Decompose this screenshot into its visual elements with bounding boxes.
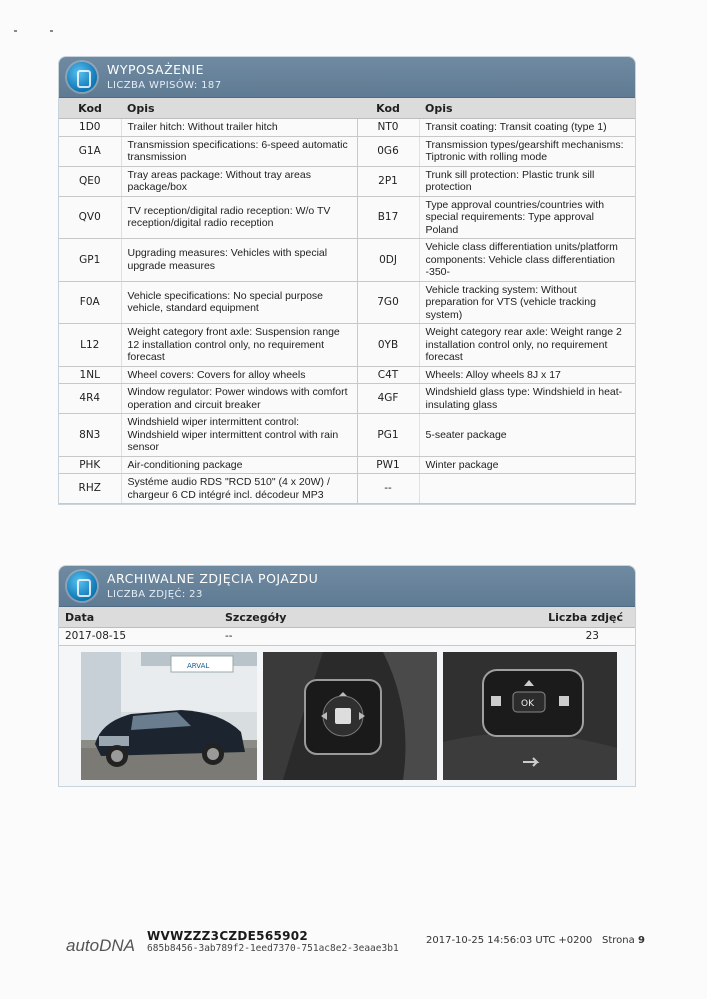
description-cell: Windshield glass type: Windshield in heat-insulating glass bbox=[419, 384, 635, 414]
report-date: 2017-10-25 14:56:03 UTC +0200 bbox=[426, 935, 593, 946]
description-cell: 5-seater package bbox=[419, 414, 635, 457]
description-cell: Systéme audio RDS "RCD 510" (4 x 20W) / chargeur 6 CD intégré incl. décodeur MP3 bbox=[121, 474, 357, 504]
description-cell bbox=[419, 474, 635, 504]
description-cell: Upgrading measures: Vehicles with special upgrade measures bbox=[121, 239, 357, 282]
ok-button-label: OK bbox=[521, 698, 534, 709]
table-row bbox=[59, 119, 635, 137]
code-cell: 1D0 bbox=[59, 119, 121, 137]
code-cell: PW1 bbox=[357, 456, 419, 474]
equipment-table bbox=[59, 98, 635, 504]
description-cell: Trunk sill protection: Plastic trunk sill protection bbox=[419, 166, 635, 196]
report-hash: 685b8456-3ab789f2-1eed7370-751ac8e2-3eaae3b1 bbox=[147, 943, 399, 954]
description-cell: Weight category front axle: Suspension range 12 installation control only, no requirement forecast bbox=[121, 324, 357, 367]
equipment-table-header bbox=[59, 98, 635, 119]
description-cell: Windshield wiper intermittent control: Windshield wiper intermittent control with rain sensor bbox=[121, 414, 357, 457]
equipment-header bbox=[59, 57, 635, 98]
description-cell: Transit coating: Transit coating (type 1) bbox=[419, 119, 635, 137]
scan-speck bbox=[50, 30, 53, 32]
page-indicator bbox=[602, 935, 645, 946]
description-cell: Tray areas package: Without tray areas package/box bbox=[121, 166, 357, 196]
description-cell: Air-conditioning package bbox=[121, 456, 357, 474]
table-row bbox=[59, 136, 635, 166]
photos-title: ARCHIWALNE ZDJĘCIA POJAZDU bbox=[107, 571, 319, 586]
description-cell: Vehicle tracking system: Without preparation for VTS (vehicle tracking system) bbox=[419, 281, 635, 324]
description-cell: TV reception/digital radio reception: W/o TV reception/digital radio reception bbox=[121, 196, 357, 239]
photo-thumbnails bbox=[59, 646, 635, 786]
description-cell: Window regulator: Power windows with comfort operation and circuit breaker bbox=[121, 384, 357, 414]
code-cell: 0DJ bbox=[357, 239, 419, 282]
description-cell: Winter package bbox=[419, 456, 635, 474]
photos-table-header bbox=[59, 607, 635, 628]
equipment-title: WYPOSAŻENIE bbox=[107, 62, 204, 77]
column-header-details: Szczegóły bbox=[219, 607, 469, 628]
code-cell: NT0 bbox=[357, 119, 419, 137]
autodna-badge-icon bbox=[67, 62, 97, 92]
code-cell: GP1 bbox=[59, 239, 121, 282]
table-row bbox=[59, 166, 635, 196]
table-row bbox=[59, 414, 635, 457]
code-cell: 0YB bbox=[357, 324, 419, 367]
code-cell: 4R4 bbox=[59, 384, 121, 414]
description-cell: Weight category rear axle: Weight range 2 installation control only, no requirement forecast bbox=[419, 324, 635, 367]
table-row bbox=[59, 384, 635, 414]
photo-count: 23 bbox=[469, 628, 635, 646]
photo-date: 2017-08-15 bbox=[59, 628, 219, 646]
description-cell: Transmission types/gearshift mechanisms: Tiptronic with rolling mode bbox=[419, 136, 635, 166]
photos-panel bbox=[58, 565, 636, 787]
steering-wheel-photo-thumbnail[interactable] bbox=[263, 652, 437, 780]
equipment-count: LICZBA WPISÓW: 187 bbox=[107, 80, 222, 91]
description-cell: Wheels: Alloy wheels 8J x 17 bbox=[419, 366, 635, 384]
vin-number: WVWZZZ3CZDE565902 bbox=[147, 929, 309, 943]
column-header-date: Data bbox=[59, 607, 219, 628]
table-row bbox=[59, 366, 635, 384]
code-cell: 2P1 bbox=[357, 166, 419, 196]
equipment-panel bbox=[58, 56, 636, 505]
column-header-desc: Opis bbox=[121, 98, 357, 119]
description-cell: Trailer hitch: Without trailer hitch bbox=[121, 119, 357, 137]
code-cell: PG1 bbox=[357, 414, 419, 457]
description-cell: Vehicle class differentiation units/platform components: Vehicle class differentiation -350- bbox=[419, 239, 635, 282]
table-row bbox=[59, 239, 635, 282]
code-cell: QV0 bbox=[59, 196, 121, 239]
table-row bbox=[59, 324, 635, 367]
scan-speck bbox=[14, 30, 17, 32]
code-cell: F0A bbox=[59, 281, 121, 324]
photos-row bbox=[59, 628, 635, 646]
autodna-logo: autoDNA bbox=[66, 936, 135, 955]
photos-header bbox=[59, 566, 635, 607]
table-row bbox=[59, 281, 635, 324]
column-header-code: Kod bbox=[59, 98, 121, 119]
code-cell: 1NL bbox=[59, 366, 121, 384]
steering-wheel-ok-photo-thumbnail[interactable] bbox=[443, 652, 617, 780]
arval-sign: ARVAL bbox=[187, 661, 210, 670]
code-cell: 8N3 bbox=[59, 414, 121, 457]
table-row bbox=[59, 456, 635, 474]
code-cell: G1A bbox=[59, 136, 121, 166]
code-cell: B17 bbox=[357, 196, 419, 239]
description-cell: Wheel covers: Covers for alloy wheels bbox=[121, 366, 357, 384]
code-cell: L12 bbox=[59, 324, 121, 367]
code-cell: RHZ bbox=[59, 474, 121, 504]
code-cell: -- bbox=[357, 474, 419, 504]
column-header-code: Kod bbox=[357, 98, 419, 119]
page-number: 9 bbox=[637, 935, 645, 946]
code-cell: PHK bbox=[59, 456, 121, 474]
code-cell: 7G0 bbox=[357, 281, 419, 324]
code-cell: 4GF bbox=[357, 384, 419, 414]
column-header-count: Liczba zdjęć bbox=[469, 607, 635, 628]
description-cell: Transmission specifications: 6-speed automatic transmission bbox=[121, 136, 357, 166]
photos-table bbox=[59, 607, 635, 646]
car-photo-thumbnail[interactable] bbox=[81, 652, 257, 780]
description-cell: Type approval countries/countries with special requirements: Type approval Poland bbox=[419, 196, 635, 239]
column-header-desc: Opis bbox=[419, 98, 635, 119]
table-row bbox=[59, 196, 635, 239]
code-cell: QE0 bbox=[59, 166, 121, 196]
page-label: Strona bbox=[602, 935, 635, 946]
code-cell: 0G6 bbox=[357, 136, 419, 166]
description-cell: Vehicle specifications: No special purpose vehicle, standard equipment bbox=[121, 281, 357, 324]
photos-count: LICZBA ZDJĘĆ: 23 bbox=[107, 589, 203, 600]
table-row bbox=[59, 474, 635, 504]
photo-details: -- bbox=[219, 628, 469, 646]
code-cell: C4T bbox=[357, 366, 419, 384]
autodna-badge-icon bbox=[67, 571, 97, 601]
